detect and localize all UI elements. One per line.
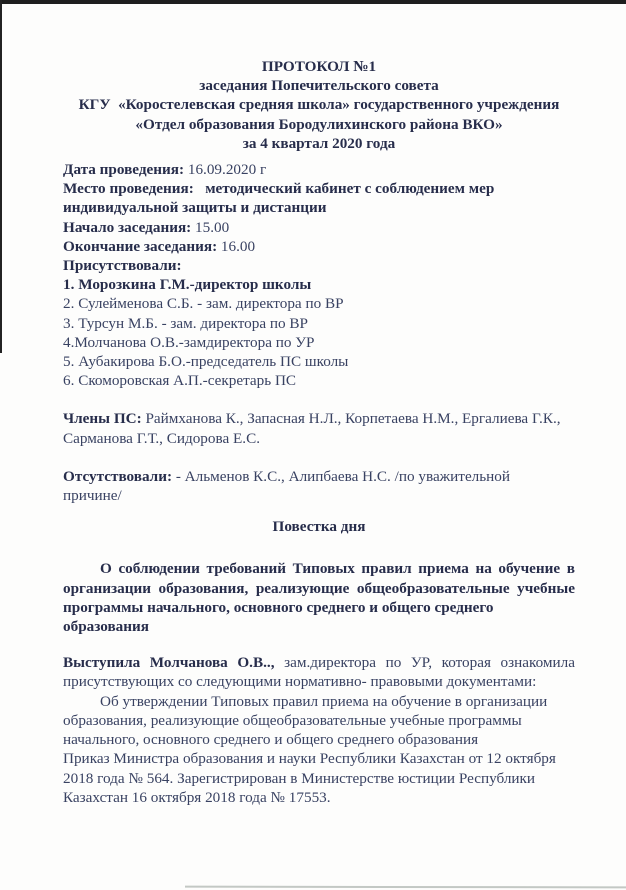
members-line-1	[63, 409, 575, 428]
organization-name-line: КГУ «Коростелевская средняя школа» государственного учреждения	[78, 96, 560, 114]
speech-line: Казахстан 16 октября 2018 года № 17553.	[63, 788, 331, 806]
absent-paragraph	[63, 467, 575, 505]
speech-line: начального, основного среднего и общего среднего образования	[63, 731, 479, 749]
meta-start-value: 15.00	[191, 218, 230, 236]
agenda-line: образования	[63, 618, 149, 636]
agenda-paragraph	[63, 559, 575, 636]
meta-place-label: Место проведения:	[63, 180, 194, 198]
meta-date-value: 16.09.2020 г	[184, 161, 267, 179]
absent-line-1	[63, 467, 575, 486]
attendee-item: 2. Сулейменова С.Б. - зам. директора по ВР	[63, 295, 344, 313]
protocol-number-title: ПРОТОКОЛ №1	[261, 58, 377, 75]
attendees-list	[63, 275, 575, 390]
meta-start-label: Начало заседания:	[63, 218, 192, 236]
meta-date-label: Дата проведения:	[63, 161, 185, 179]
members-names: Раймханова К., Запасная Н.Л., Корпетаева Н.М., Ергалиева Г.К.,	[141, 410, 561, 428]
meta-end-value: 16.00	[217, 237, 256, 255]
agenda-heading-text: Повестка дня	[272, 518, 366, 536]
scan-artifact-top-edge	[0, 0, 626, 4]
speaker-name: Выступила Молчанова О.В..,	[63, 654, 275, 672]
meta-block	[63, 160, 575, 275]
speech-paragraph	[63, 653, 575, 807]
attendee-item: 3. Турсун М.Б. - зам. директора по ВР	[63, 314, 308, 332]
speech-line: Приказ Министра образования и науки Республики Казахстан от 12 октября	[63, 750, 556, 768]
agenda-line: организации образования, реализующие общеобразовательные учебные	[63, 579, 575, 597]
meeting-subtitle: заседания Попечительского совета	[199, 77, 439, 95]
members-label: Члены ПС:	[63, 410, 142, 428]
members-line-2: Сарманова Г.Т., Сидорова Е.С.	[63, 429, 260, 447]
speech-line: присутствующих со следующими нормативно- правовыми документами:	[63, 673, 537, 691]
absent-line-2: причине/	[63, 487, 122, 505]
meta-row-place	[63, 179, 575, 198]
meta-row-place-cont: индивидуальной защиты и дистанции	[63, 199, 327, 217]
speech-line: образования, реализующие общеобразовательные учебные программы	[63, 711, 522, 729]
document-title-block	[63, 57, 575, 153]
meta-end-label: Окончание заседания:	[63, 237, 218, 255]
attendee-item: 1. Морозкина Г.М.-директор школы	[63, 276, 312, 294]
meta-row-date	[63, 160, 575, 179]
speech-line: Об утверждении Типовых правил приема на обучение в организации	[100, 692, 548, 710]
department-name-line: «Отдел образования Бородулихинского района ВКО»	[135, 115, 503, 133]
absent-names: - Альменов К.С., Алипбаева Н.С. /по уважительной	[172, 467, 511, 485]
agenda-line: программы начального, основного среднего и общего среднего	[63, 598, 494, 616]
meta-row-start	[63, 218, 575, 237]
quarter-line: за 4 квартал 2020 года	[242, 134, 396, 152]
scan-artifact-left-edge	[0, 0, 2, 353]
attendee-item: 4.Молчанова О.В.-замдиректора по УР	[63, 333, 315, 351]
present-heading: Присутствовали:	[63, 257, 182, 275]
speech-line-speaker	[63, 653, 575, 672]
attendee-item: 6. Скоморовская А.П.-секретарь ПС	[63, 372, 297, 390]
agenda-line: О соблюдении требований Типовых правил приема на обучение в	[100, 560, 575, 578]
speaker-role: зам.директора по УР, которая ознакомила	[274, 654, 575, 672]
absent-label: Отсутствовали:	[63, 467, 173, 485]
scan-artifact-bottom-edge	[185, 886, 626, 889]
meta-place-value: методический кабинет с соблюдением мер	[193, 180, 495, 198]
document-page	[63, 57, 575, 807]
meta-row-end	[63, 237, 575, 256]
speech-line: 2018 года № 564. Зарегистрирован в Министерстве юстиции Республики	[63, 769, 536, 787]
attendee-item: 5. Аубакирова Б.О.-председатель ПС школы	[63, 353, 349, 371]
agenda-heading	[63, 517, 575, 536]
members-paragraph	[63, 409, 575, 447]
